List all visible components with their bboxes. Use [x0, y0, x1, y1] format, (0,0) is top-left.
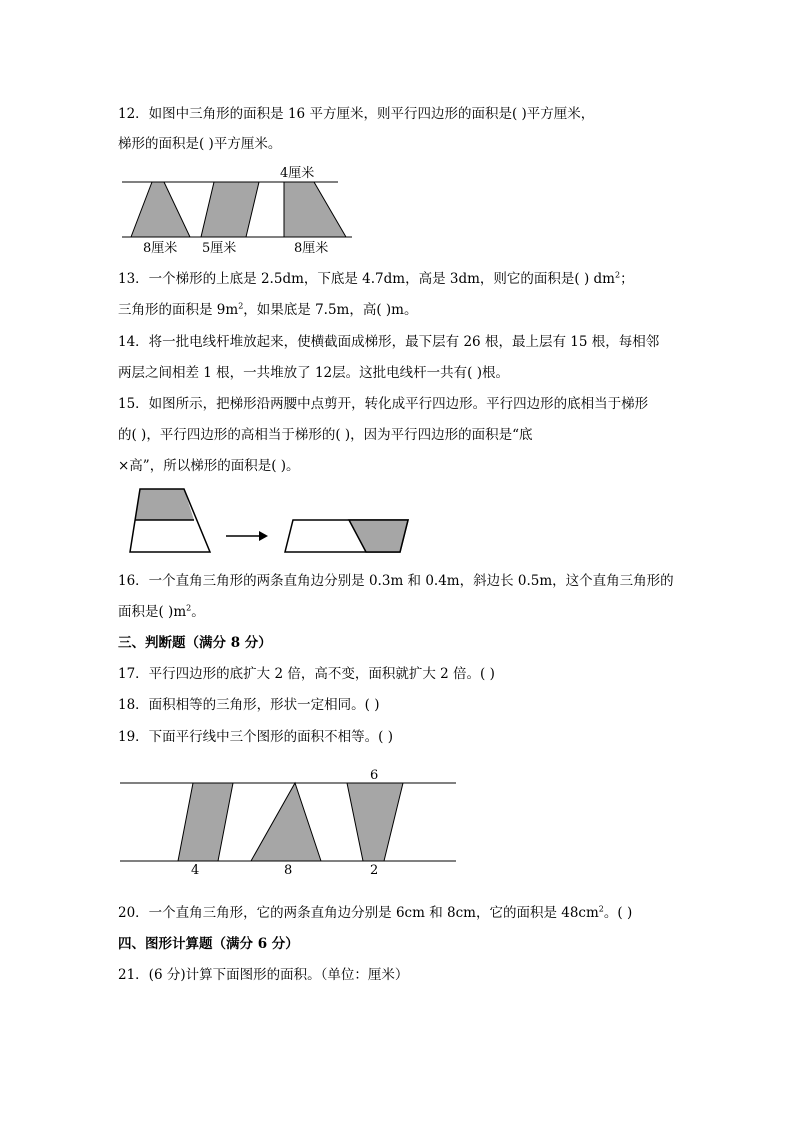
q16-line1: 16．一个直角三角形的两条直角边分别是 0.3m 和 0.4m，斜边长 0.5m，这个直角三角形的 — [118, 573, 674, 589]
q13-line1 — [118, 269, 634, 289]
q12-figure — [0, 160, 794, 260]
q15-line1: 15．如图所示，把梯形沿两腰中点剪开，转化成平行四边形。平行四边形的底相当于梯形 — [118, 396, 649, 412]
q16-line2-sup: 2 — [186, 603, 192, 613]
q16-line2 — [118, 602, 205, 622]
q12-trapezoid — [284, 182, 346, 237]
q13-line2-end: ，如果底是 7.5m，高( )m。 — [243, 302, 418, 318]
q15-line3: ×高”，所以梯形的面积是( )。 — [118, 458, 300, 474]
q13-line2 — [118, 300, 417, 320]
q15-line2: 的( )，平行四边形的高相当于梯形的( )，因为平行四边形的面积是“底 — [118, 427, 533, 443]
q19-label-trapezoid-base: 2 — [370, 863, 379, 878]
q15-moved-piece — [349, 520, 408, 552]
q12-label-parallelogram-base: 5厘米 — [202, 241, 237, 256]
q12-parallelogram — [201, 182, 259, 237]
q16-line2-text: 面积是( )m — [118, 604, 187, 620]
section3-title: 三、判断题（满分 8 分） — [118, 635, 272, 651]
q19-label-parallelogram-base: 4 — [191, 863, 200, 878]
q14-line2: 两层之间相差 1 根，一共堆放了 12层。这批电线杆一共有( )根。 — [118, 365, 509, 381]
q19-figure — [0, 760, 794, 880]
q19-top-label: 6 — [370, 768, 379, 783]
q20-text-end: 。( ) — [603, 905, 633, 921]
q12-label-triangle-base: 8厘米 — [143, 241, 178, 256]
q21-text: 21．(6 分)计算下面图形的面积。（单位：厘米） — [118, 967, 409, 983]
q13-line2-text: 三角形的面积是 9m — [118, 302, 239, 318]
q20-text-sup: 2 — [598, 904, 604, 914]
q14-line1: 14．将一批电线杆堆放起来，使横截面成梯形，最下层有 26 根，最上层有 15 根，每相邻 — [118, 334, 660, 350]
q12-triangle — [131, 182, 190, 237]
q12-line1: 12．如图中三角形的面积是 16 平方厘米，则平行四边形的面积是( )平方厘米， — [118, 106, 595, 122]
q19-text: 19．下面平行线中三个图形的面积不相等。( ) — [118, 729, 394, 745]
q20-text-main: 20．一个直角三角形，它的两条直角边分别是 6cm 和 8cm，它的面积是 48cm — [118, 905, 599, 921]
q17-text: 17．平行四边形的底扩大 2 倍，高不变，面积就扩大 2 倍。( ) — [118, 666, 495, 682]
q13-line1-text: 13．一个梯形的上底是 2.5dm，下底是 4.7dm，高是 3dm，则它的面积是( ) dm — [118, 271, 615, 287]
q19-trapezoid — [347, 783, 403, 861]
q18-text: 18．面积相等的三角形，形状一定相同。( ) — [118, 697, 380, 713]
q13-line1-sup: 2 — [614, 270, 621, 280]
q13-line1-end: ； — [620, 271, 634, 287]
section4-title: 四、图形计算题（满分 6 分） — [118, 936, 299, 952]
q15-figure — [0, 480, 794, 560]
q20-text — [118, 903, 632, 923]
q12-line2: 梯形的面积是( )平方厘米。 — [118, 136, 282, 152]
q19-label-triangle-base: 8 — [284, 863, 293, 878]
q12-top-label: 4厘米 — [280, 166, 315, 181]
q12-label-trapezoid-base: 8厘米 — [294, 241, 329, 256]
q15-arrow-head — [259, 531, 268, 541]
q19-triangle — [251, 783, 321, 861]
q13-line2-sup: 2 — [238, 301, 244, 311]
q19-parallelogram — [178, 783, 233, 861]
q16-line2-end: 。 — [191, 604, 205, 620]
